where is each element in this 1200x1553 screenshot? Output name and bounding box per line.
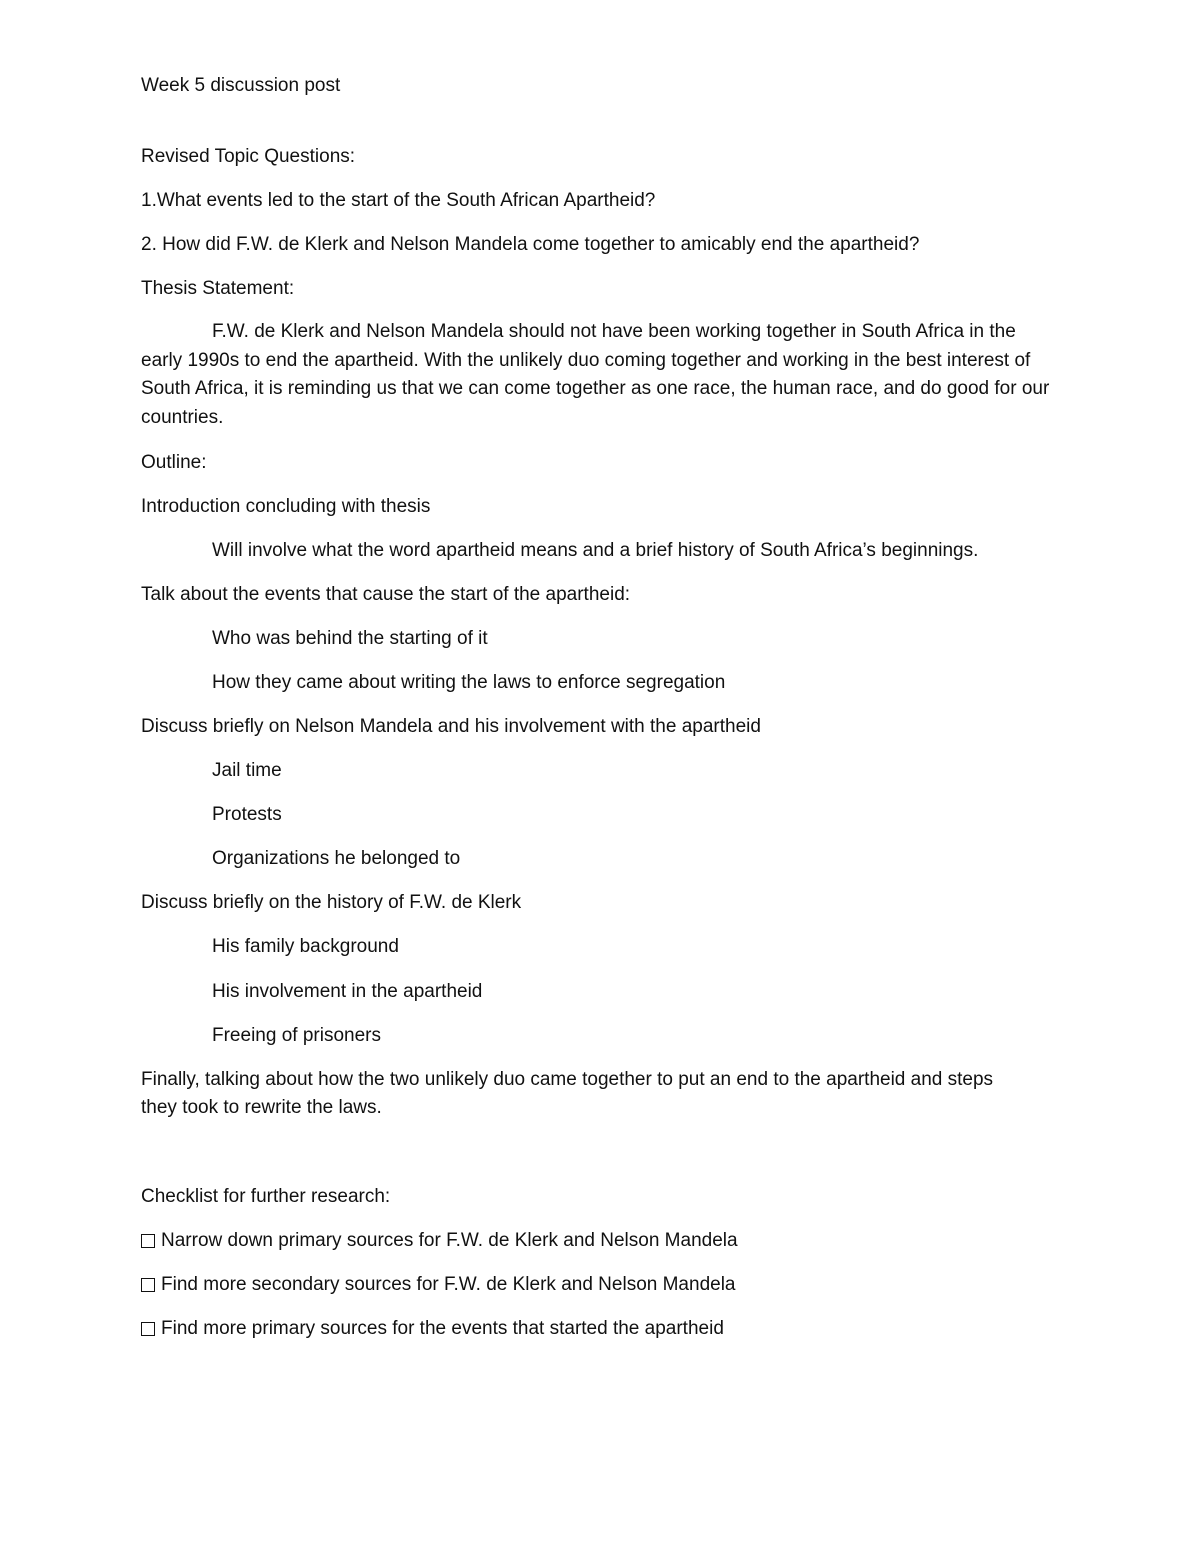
outline-intro: Introduction concluding with thesis: [141, 496, 431, 517]
outline-mandela: Discuss briefly on Nelson Mandela and his involvement with the apartheid: [141, 716, 761, 737]
revised-questions-heading: Revised Topic Questions:: [141, 146, 356, 167]
outline-deklerk: Discuss briefly on the history of F.W. de Klerk: [141, 892, 522, 913]
outline-events: Talk about the events that cause the start of the apartheid:: [141, 584, 631, 605]
outline-intro-detail: Will involve what the word apartheid means and a brief history of South Africa’s beginnings.: [212, 540, 979, 561]
checklist-item-label: Find more secondary sources for F.W. de Klerk and Nelson Mandela: [161, 1274, 736, 1295]
outline-finally-line-1: Finally, talking about how the two unlikely duo came together to put an end to the apartheid and steps: [141, 1069, 994, 1090]
outline-mandela-detail-1: Jail time: [212, 760, 282, 781]
checklist-item[interactable]: [141, 1274, 736, 1296]
outline-deklerk-detail-3: Freeing of prisoners: [212, 1025, 381, 1046]
checklist-item[interactable]: [141, 1318, 724, 1340]
outline-mandela-detail-3: Organizations he belonged to: [212, 848, 461, 869]
outline-finally-line-2: they took to rewrite the laws.: [141, 1097, 382, 1118]
checkbox-icon[interactable]: [141, 1234, 155, 1248]
checkbox-icon[interactable]: [141, 1278, 155, 1292]
outline-heading: Outline:: [141, 452, 207, 473]
outline-deklerk-detail-1: His family background: [212, 936, 399, 957]
checklist-heading: Checklist for further research:: [141, 1186, 391, 1207]
document-title: Week 5 discussion post: [141, 75, 341, 96]
outline-deklerk-detail-2: His involvement in the apartheid: [212, 981, 483, 1002]
checklist-item[interactable]: [141, 1230, 738, 1252]
thesis-paragraph: F.W. de Klerk and Nelson Mandela should not have been working together in South Africa in the early 1990s to end the apartheid. With the unlikely duo coming together and working in the best interest of South Africa, it is reminding us that we can come together as one race, the human race, and do good for our countries.: [141, 321, 1050, 428]
checkbox-icon[interactable]: [141, 1322, 155, 1336]
checklist-item-label: Narrow down primary sources for F.W. de Klerk and Nelson Mandela: [161, 1230, 738, 1251]
question-2: 2. How did F.W. de Klerk and Nelson Mandela come together to amicably end the apartheid?: [141, 234, 920, 255]
checklist-item-label: Find more primary sources for the events that started the apartheid: [161, 1318, 724, 1339]
outline-events-detail-2: How they came about writing the laws to enforce segregation: [212, 672, 726, 693]
outline-events-detail-1: Who was behind the starting of it: [212, 628, 488, 649]
outline-mandela-detail-2: Protests: [212, 804, 282, 825]
thesis-heading: Thesis Statement:: [141, 278, 295, 299]
question-1: 1.What events led to the start of the South African Apartheid?: [141, 190, 656, 211]
